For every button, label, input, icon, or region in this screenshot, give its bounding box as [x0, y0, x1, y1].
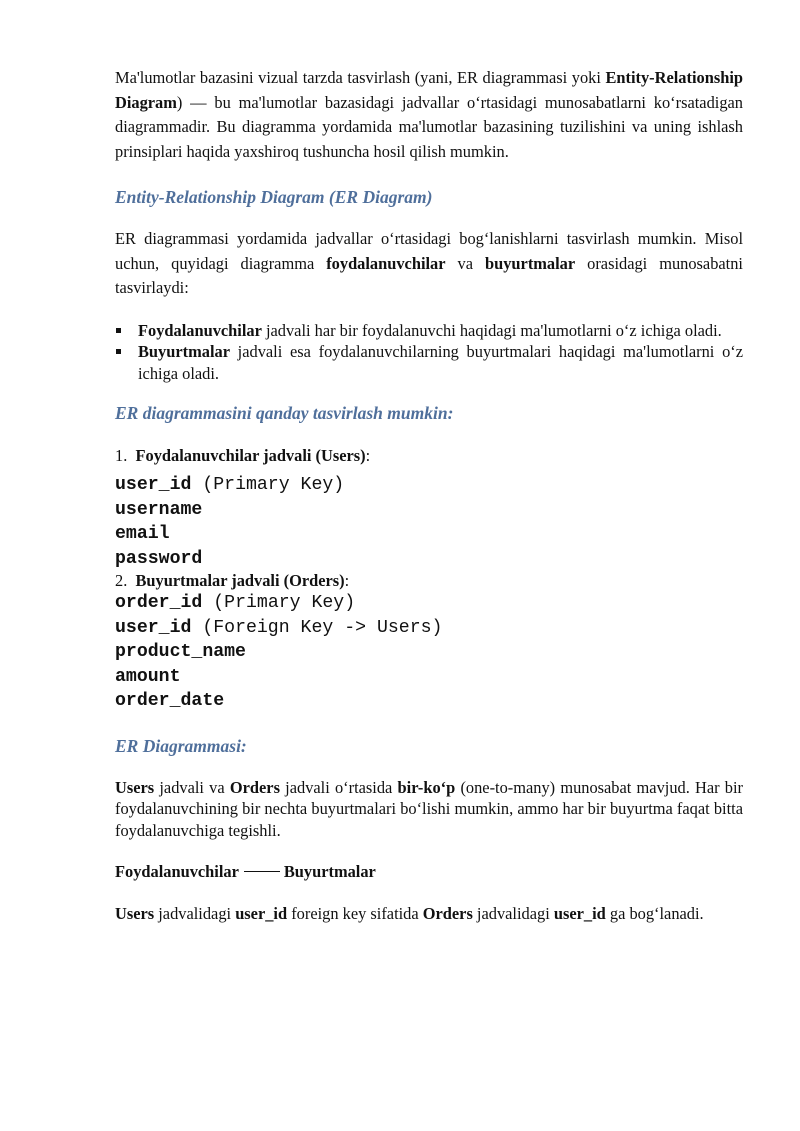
foreign-key-paragraph: Users jadvalidagi user_id foreign key sifatida Orders jadvalidagi user_id ga bog‘lanadi. [115, 903, 704, 923]
field-row: order_date [115, 691, 225, 711]
field-row: username [115, 499, 203, 520]
field-row: order_id (Primary Key) [115, 593, 356, 613]
bullet-list [115, 320, 743, 385]
section-heading-how-to-draw: ER diagrammasini qanday tasvirlash mumkin: [115, 403, 454, 423]
orders-table-fields [115, 591, 743, 714]
bullet-icon [116, 328, 121, 333]
field-row: user_id (Primary Key) [115, 475, 345, 495]
users-table-fields [115, 473, 743, 571]
field-row: product_name [115, 642, 246, 662]
field-row: user_id (Foreign Key -> Users) [115, 617, 443, 638]
list-item: Buyurtmalar jadvali esa foydalanuvchilarning buyurtmalari haqidagi ma'lumotlarni o‘z ichiga oladi. [115, 341, 743, 384]
field-row: amount [115, 666, 181, 687]
field-row: email [115, 524, 170, 544]
relation-line: Foydalanuvchilar Buyurtmalar [115, 862, 376, 881]
section-heading-er-diagrammasi: ER Diagrammasi: [115, 735, 247, 756]
document-page [115, 66, 743, 924]
er-description-paragraph: ER diagrammasi yordamida jadvallar o‘rtasidagi bog‘lanishlarni tasvirlash mumkin. Misol uchun, quyidagi diagramma foydalanuvchilar va buyurtmalar orasidagi munosabatni tasvirlaydi: [115, 229, 743, 297]
intro-paragraph: Ma'lumotlar bazasini vizual tarzda tasvirlash (yani, ER diagrammasi yoki Entity-Relationship Diagram) — bu ma'lumotlar bazasidagi jadvallar o‘rtasidagi munosabatlarni ko‘rsatadigan diagrammadir. Bu diagramma yordamida ma'lumotlar bazasining tuzilishini va uning ishlash prinsiplari haqida yaxshiroq tushuncha hosil qilish mumkin. [115, 68, 743, 161]
relationship-paragraph: Users jadvali va Orders jadvali o‘rtasida bir-ko‘p (one-to-many) munosabat mavjud. Har bir foydalanuvchining bir nechta buyurtmalari bo‘lishi mumkin, ammo har bir buyurtma faqat bitta foydalanuvchiga tegishli. [115, 777, 744, 840]
relation-connector [244, 871, 280, 872]
section-heading-er-diagram: Entity-Relationship Diagram (ER Diagram) [115, 187, 433, 207]
field-row: password [115, 548, 203, 569]
users-table-heading: 1. Foydalanuvchilar jadvali (Users): [115, 446, 371, 465]
bullet-icon [116, 349, 121, 354]
list-item: Foydalanuvchilar jadvali har bir foydalanuvchi haqidagi ma'lumotlarni o‘z ichiga oladi. [115, 320, 743, 342]
intro-bold-term: Entity-Relationship Diagram [115, 68, 743, 112]
orders-table-heading: 2. Buyurtmalar jadvali (Orders): [115, 571, 350, 590]
